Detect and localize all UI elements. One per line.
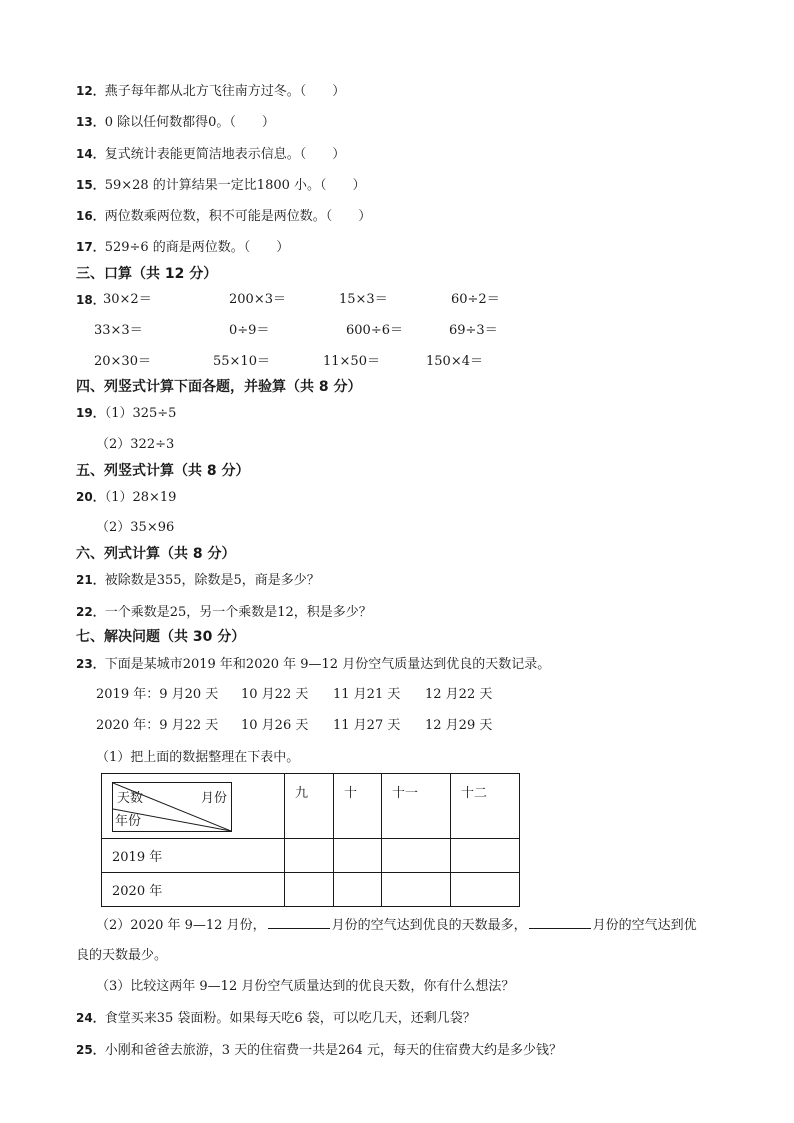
question-23-part-1: （1）把上面的数据整理在下表中。 <box>96 750 300 765</box>
table-cell[interactable] <box>451 873 520 907</box>
question-23-part-2-cont: 良的天数最少。 <box>76 948 168 963</box>
table-cell[interactable] <box>382 839 451 873</box>
oral-calc-item: 0÷9＝ <box>229 323 270 338</box>
record-2020-dec: 12 月29 天 <box>425 718 493 733</box>
table-cell[interactable] <box>382 873 451 907</box>
section-5-title: 五、列竖式计算（共 8 分） <box>76 463 250 479</box>
question-20-part-2: （2）35×96 <box>96 520 175 535</box>
answer-blank[interactable] <box>268 916 330 929</box>
record-2019-sep: 2019 年：9 月20 天 <box>96 687 219 702</box>
record-2020-sep: 2020 年：9 月22 天 <box>96 718 219 733</box>
corner-label-days: 天数 <box>117 791 144 806</box>
question-17: 17．529÷6 的商是两位数。（ ） <box>76 240 290 255</box>
air-quality-table <box>101 773 520 907</box>
answer-blank[interactable] <box>529 916 591 929</box>
table-cell[interactable] <box>451 839 520 873</box>
row-label-2019: 2019 年 <box>102 839 285 873</box>
question-13: 13．0 除以任何数都得0。（ ） <box>76 115 275 130</box>
question-18-row-1: 18． <box>76 293 105 307</box>
question-23: 23．下面是某城市2019 年和2020 年 9—12 月份空气质量达到优良的天数记录。 <box>76 657 551 672</box>
section-3-title: 三、口算（共 12 分） <box>76 266 218 282</box>
month-header-10: 十 <box>334 774 382 839</box>
oral-calc-item: 33×3＝ <box>94 323 143 338</box>
question-16: 16．两位数乘两位数，积不可能是两位数。（ ） <box>76 209 372 224</box>
record-2019-oct: 10 月22 天 <box>241 687 309 702</box>
record-2019-nov: 11 月21 天 <box>333 687 401 702</box>
oral-calc-item: 11×50＝ <box>323 354 380 369</box>
oral-calc-item: 15×3＝ <box>339 292 388 307</box>
month-header-11: 十一 <box>382 774 451 839</box>
oral-calc-item: 30×2＝ <box>103 292 152 307</box>
oral-calc-item: 60÷2＝ <box>451 292 500 307</box>
row-label-2020: 2020 年 <box>102 873 285 907</box>
oral-calc-item: 20×30＝ <box>94 354 151 369</box>
table-cell[interactable] <box>285 839 334 873</box>
table-cell[interactable] <box>285 873 334 907</box>
table-cell[interactable] <box>334 873 382 907</box>
question-20: 20．（1）28×19 <box>76 490 177 505</box>
question-15: 15．59×28 的计算结果一定比1800 小。（ ） <box>76 178 366 193</box>
section-4-title: 四、列竖式计算下面各题，并验算（共 8 分） <box>76 379 362 395</box>
oral-calc-item: 200×3＝ <box>229 292 286 307</box>
record-2020-oct: 10 月26 天 <box>241 718 309 733</box>
month-header-9: 九 <box>285 774 334 839</box>
question-21: 21．被除数是355，除数是5，商是多少？ <box>76 573 320 588</box>
table-cell[interactable] <box>334 839 382 873</box>
question-12: 12．燕子每年都从北方飞往南方过冬。（ ） <box>76 84 346 99</box>
corner-label-month: 月份 <box>200 791 227 806</box>
question-22: 22．一个乘数是25，另一个乘数是12，积是多少？ <box>76 605 372 620</box>
oral-calc-item: 600÷6＝ <box>346 323 403 338</box>
question-24: 24．食堂买来35 袋面粉。如果每天吃6 袋，可以吃几天，还剩几袋？ <box>76 1011 476 1026</box>
record-2020-nov: 11 月27 天 <box>333 718 401 733</box>
question-25: 25．小刚和爸爸去旅游，3 天的住宿费一共是264 元，每天的住宿费大约是多少钱？ <box>76 1043 563 1058</box>
oral-calc-item: 69÷3＝ <box>449 323 498 338</box>
question-19: 19．（1）325÷5 <box>76 406 177 421</box>
section-6-title: 六、列式计算（共 8 分） <box>76 546 236 562</box>
question-23-part-3: （3）比较这两年 9—12 月份空气质量达到的优良天数，你有什么想法？ <box>96 979 515 994</box>
month-header-12: 十二 <box>451 774 520 839</box>
question-23-part-2: （2）2020 年 9—12 月份， 月份的空气达到优良的天数最多， 月份的空气达到优 <box>96 918 697 933</box>
table-corner-cell <box>102 774 285 839</box>
question-19-part-2: （2）322÷3 <box>96 437 175 452</box>
question-14: 14．复式统计表能更简洁地表示信息。（ ） <box>76 147 346 162</box>
section-7-title: 七、解决问题（共 30 分） <box>76 629 246 645</box>
corner-label-year: 年份 <box>115 814 142 829</box>
record-2019-dec: 12 月22 天 <box>425 687 493 702</box>
oral-calc-item: 150×4＝ <box>426 354 483 369</box>
oral-calc-item: 55×10＝ <box>213 354 270 369</box>
